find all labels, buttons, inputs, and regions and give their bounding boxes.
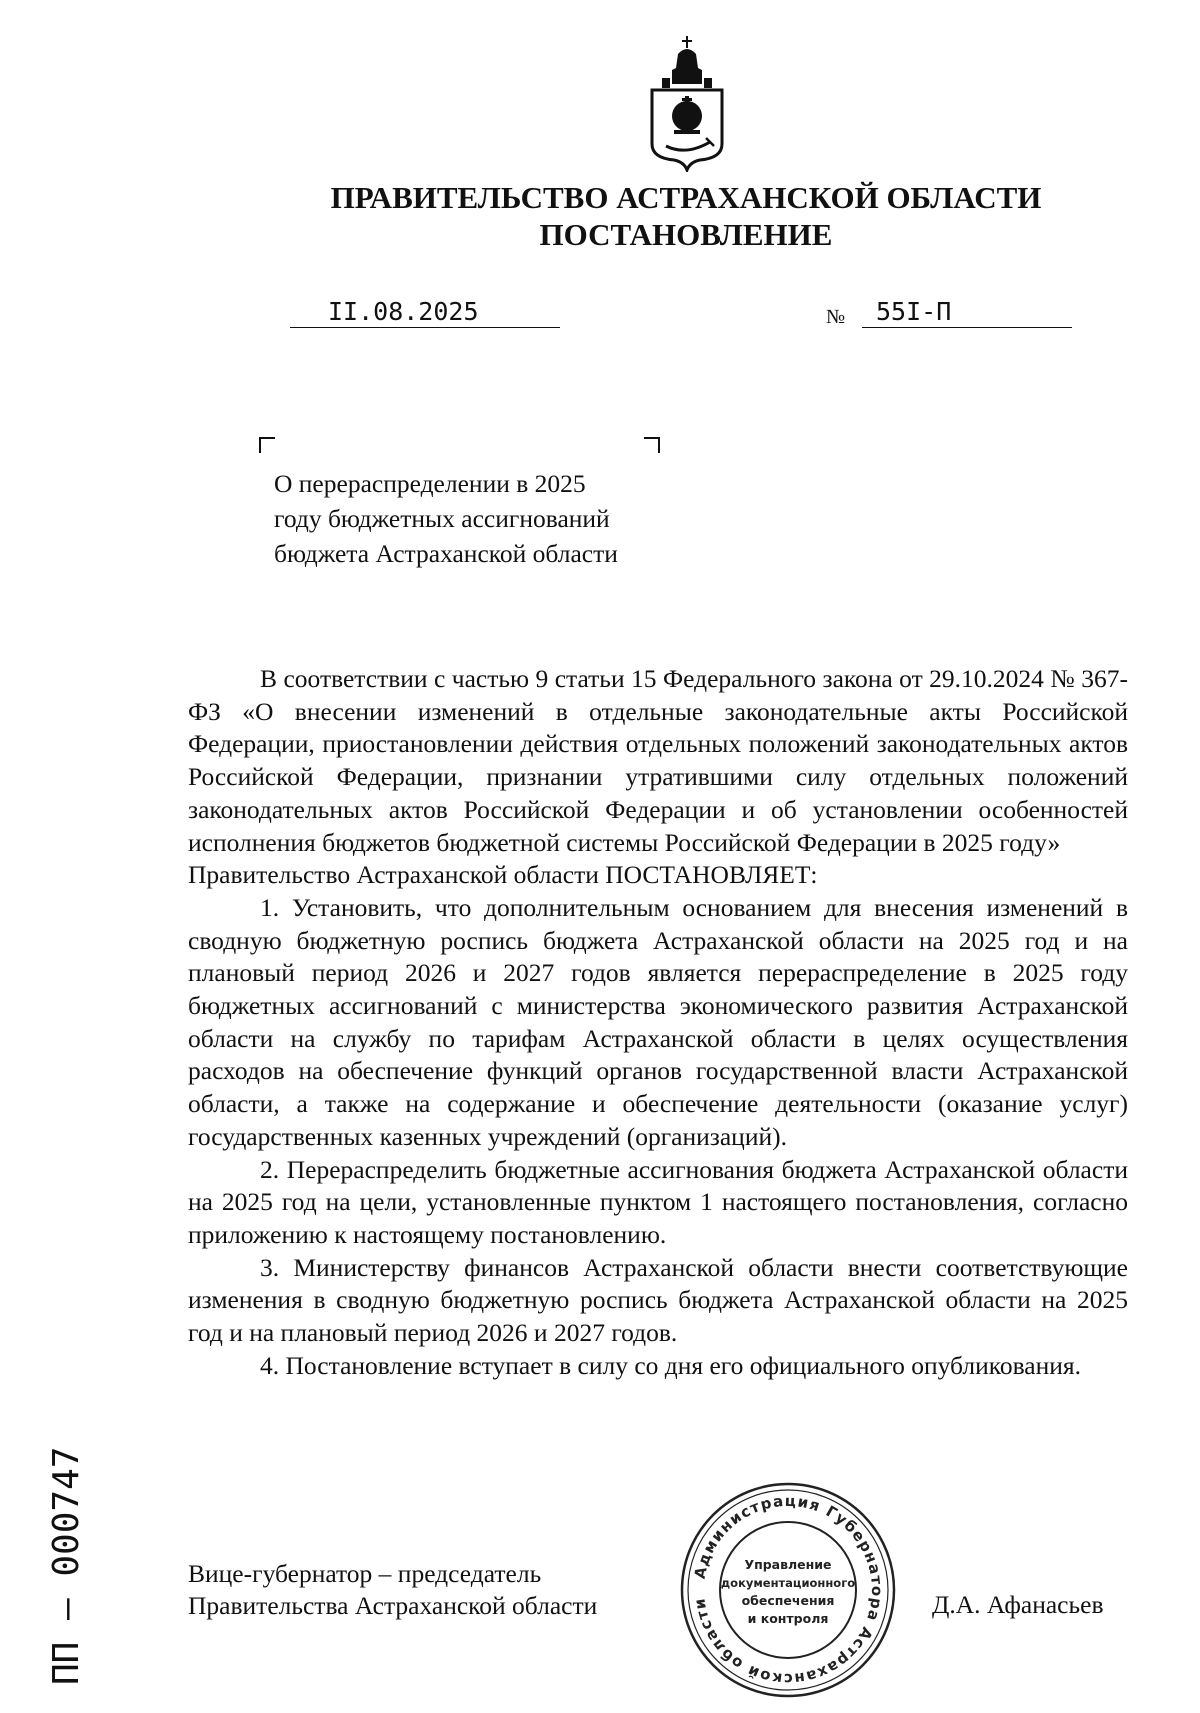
subject-line: О перераспределении в 2025 [274,469,586,498]
subject-bracket-left [259,437,275,453]
resolution-item-2: 2. Перераспределить бюджетные ассигнования бюджета Астраханской области на 2025 год на цели, установленные пунктом 1 настоящего постановления, согласно приложению к настоящему постановлению. [188,1154,1128,1249]
registration-number [22,1400,102,1690]
signatory-title [188,1558,597,1622]
resolves-line: Правительство Астраханской области ПОСТАНОВЛЯЕТ: [188,860,818,890]
subject-line: году бюджетных ассигнований [274,504,610,533]
document-subject [274,466,618,571]
number-field [862,297,1072,328]
subject-bracket-right [644,437,660,453]
document-type-title: ПОСТАНОВЛЕНИЕ [539,217,833,252]
document-body [188,663,1128,1382]
coat-of-arms-icon [648,34,726,172]
subject-line: бюджета Астраханской области [274,539,618,568]
stamp-ring-text: Администрация Губернатора Астраханской области [690,1491,887,1689]
registration-number-text: ПП – 000747 [46,1446,87,1685]
signatory-title-line: Правительства Астраханской области [188,1591,598,1620]
number-sign: № [826,306,846,328]
document-number: 55I-П [876,297,952,326]
stamp-center-line: и контроля [747,1611,829,1626]
document-date: II.08.2025 [328,297,479,326]
signatory-title-line: Вице-губернатор – председатель [188,1559,542,1588]
stamp-center-line: документационного [720,1576,856,1590]
official-stamp [678,1480,898,1700]
resolution-item-4: 4. Постановление вступает в силу со дня его официального опубликования. [260,1350,1081,1380]
resolution-item-1: 1. Установить, что дополнительным основанием для внесения изменений в сводную бюджетную роспись бюджета Астраханской области на 2025 год и на плановый период 2026 и 2027 годов является перераспределение в 2025 году бюджетных ассигнований с министерства экономического развития Астраханской области на службу по тарифам Астраханской области в целях осуществления расходов на обеспечение функций органов государственной власти Астраханской области, а также на содержание и обеспечение деятельности (оказание услуг) государственных казенных учреждений (организаций). [188,892,1128,1151]
resolution-item-3: 3. Министерству финансов Астраханской области внести соответствующие изменения в сводную бюджетную роспись бюджета Астраханской области на 2025 год и на плановый период 2026 и 2027 годов. [188,1252,1128,1348]
stamp-center-line: обеспечения [741,1593,835,1608]
issuer-title: ПРАВИТЕЛЬСТВО АСТРАХАНСКОЙ ОБЛАСТИ [330,180,1042,215]
date-field [290,297,560,328]
signatory-name: Д.А. Афанасьев [932,1590,1104,1619]
preamble-paragraph: В соответствии с частью 9 статьи 15 Федерального закона от 29.10.2024 № 367-ФЗ «О внесении изменений в отдельные законодательные акты Российской Федерации, приостановлении действия отдельных положений законодательных актов Российской Федерации, признании утратившими силу отдельных положений законодательных актов Российской Федерации и об установлении особенностей исполнения бюджетов бюджетной системы Российской Федерации в 2025 году» [188,664,1128,857]
stamp-center-line: Управление [744,1557,832,1572]
